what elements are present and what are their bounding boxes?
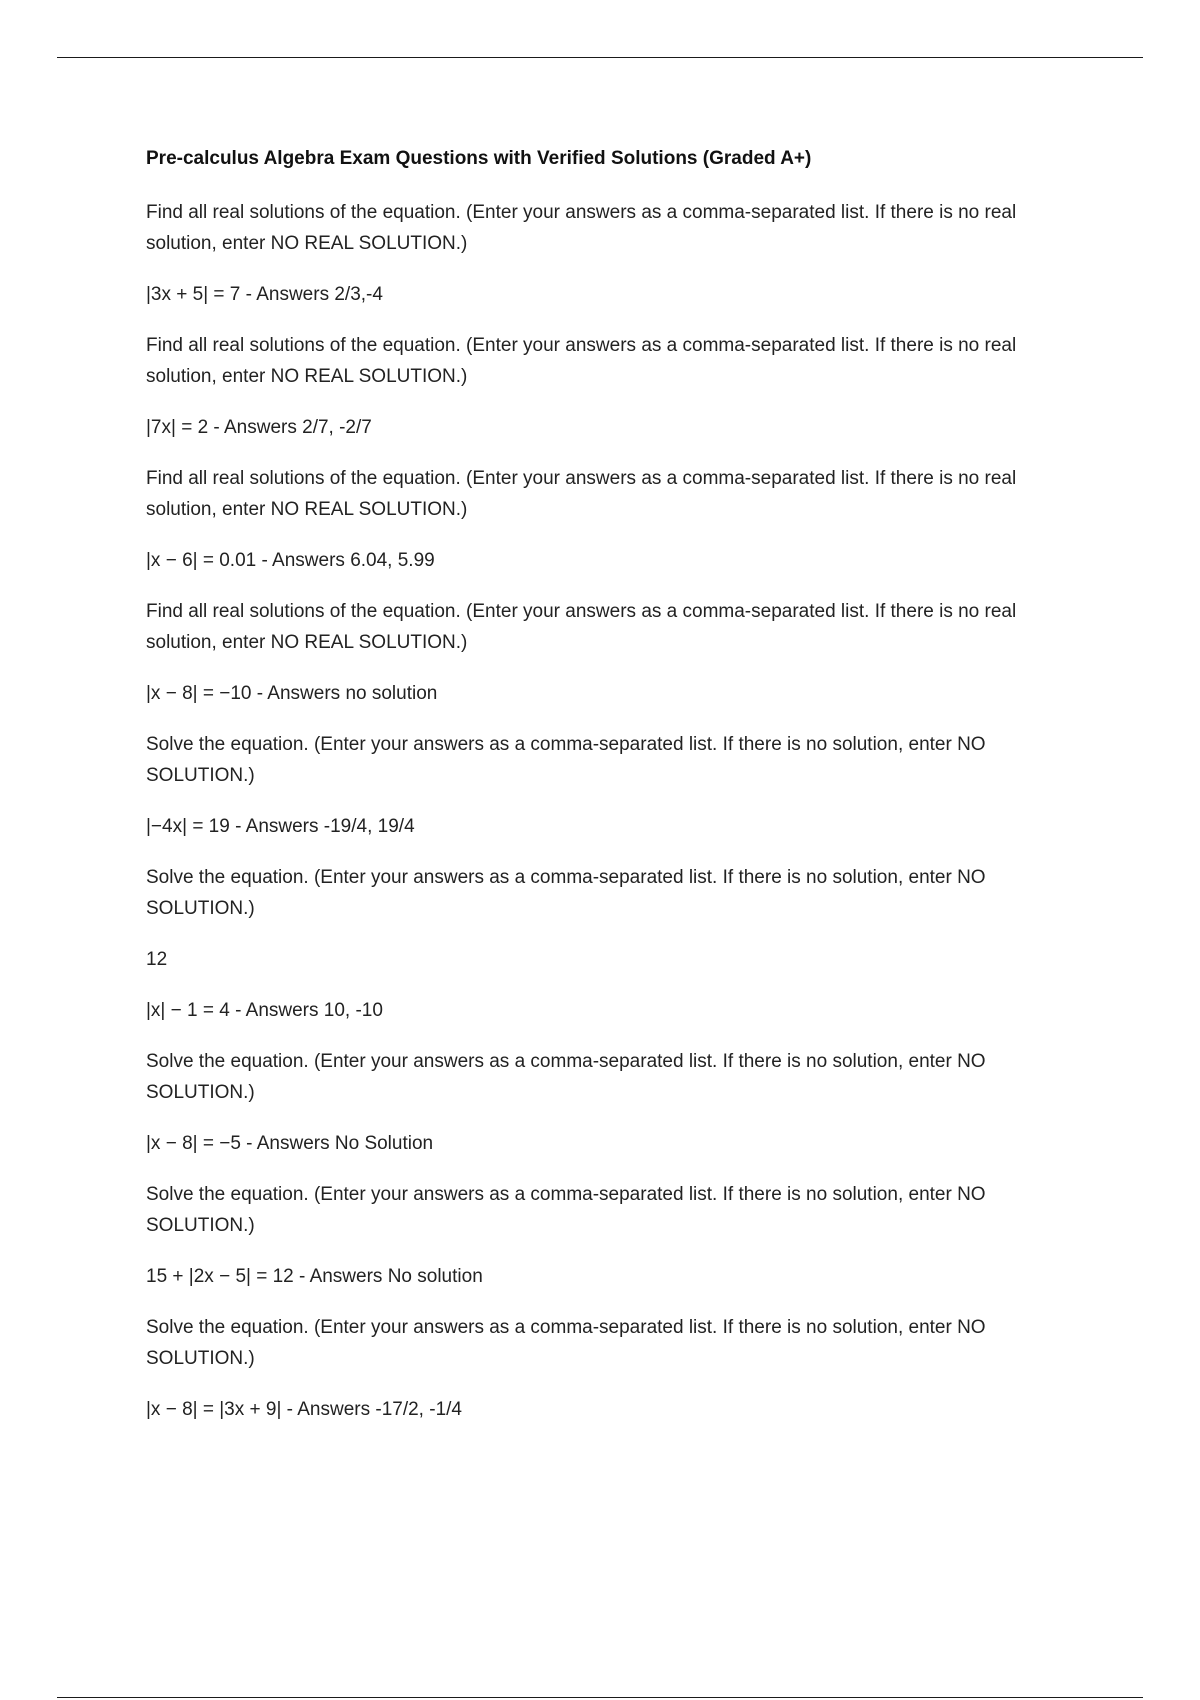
question-prompt: Solve the equation. (Enter your answers as a comma-separated list. If there is no solution, enter NO SOLUTION.)	[146, 734, 986, 786]
question-prompt: Find all real solutions of the equation. (Enter your answers as a comma-separated list. If there is no real solution, enter NO REAL SOLUTION.)	[146, 601, 1017, 653]
question-prompt: Solve the equation. (Enter your answers as a comma-separated list. If there is no solution, enter NO SOLUTION.)	[146, 1317, 986, 1369]
question-prompt: Solve the equation. (Enter your answers as a comma-separated list. If there is no solution, enter NO SOLUTION.)	[146, 867, 986, 919]
document-title: Pre-calculus Algebra Exam Questions with Verified Solutions (Graded A+)	[146, 148, 812, 169]
question-prompt: Solve the equation. (Enter your answers as a comma-separated list. If there is no solution, enter NO SOLUTION.)	[146, 1051, 986, 1103]
document-body	[146, 144, 1076, 1445]
stray-number: 12	[146, 949, 168, 970]
header-rule	[57, 57, 1143, 58]
question-answer: |x − 8| = −10 - Answers no solution	[146, 683, 438, 704]
question-answer: |7x| = 2 - Answers 2/7, -2/7	[146, 417, 372, 438]
question-answer: |−4x| = 19 - Answers -19/4, 19/4	[146, 816, 415, 837]
question-answer: 15 + |2x − 5| = 12 - Answers No solution	[146, 1266, 483, 1287]
footer-rule	[57, 1697, 1143, 1698]
question-prompt: Find all real solutions of the equation. (Enter your answers as a comma-separated list. If there is no real solution, enter NO REAL SOLUTION.)	[146, 468, 1017, 520]
question-answer: |3x + 5| = 7 - Answers 2/3,-4	[146, 284, 383, 305]
question-prompt: Solve the equation. (Enter your answers as a comma-separated list. If there is no solution, enter NO SOLUTION.)	[146, 1184, 986, 1236]
question-answer: |x| − 1 = 4 - Answers 10, -10	[146, 1000, 383, 1021]
question-prompt: Find all real solutions of the equation. (Enter your answers as a comma-separated list. If there is no real solution, enter NO REAL SOLUTION.)	[146, 202, 1017, 254]
question-prompt: Find all real solutions of the equation. (Enter your answers as a comma-separated list. If there is no real solution, enter NO REAL SOLUTION.)	[146, 335, 1017, 387]
question-answer: |x − 6| = 0.01 - Answers 6.04, 5.99	[146, 550, 435, 571]
question-answer: |x − 8| = −5 - Answers No Solution	[146, 1133, 434, 1154]
question-answer: |x − 8| = |3x + 9| - Answers -17/2, -1/4	[146, 1399, 462, 1420]
